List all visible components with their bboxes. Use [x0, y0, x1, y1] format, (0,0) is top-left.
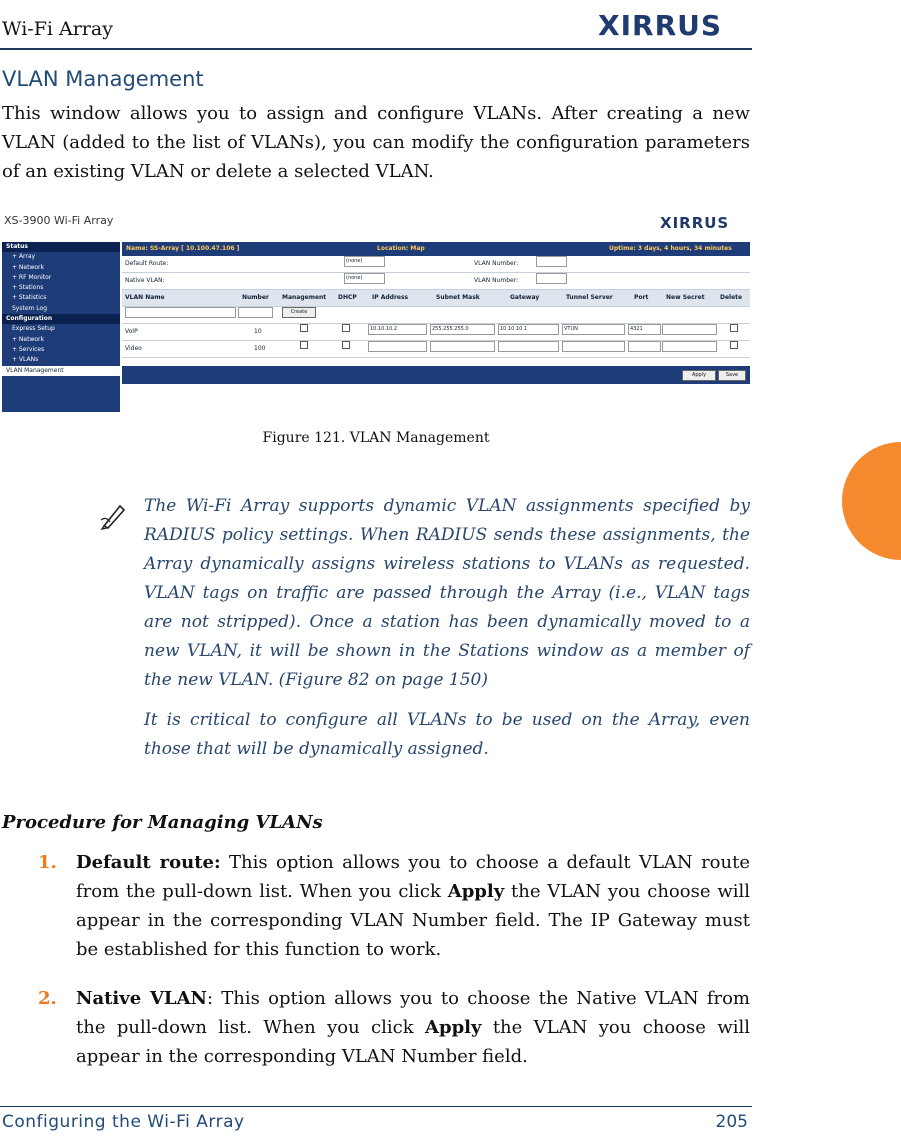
screenshot-sidebar: [2, 242, 120, 412]
column-header: Tunnel Server: [566, 294, 613, 301]
screenshot-status-bar: [122, 242, 750, 256]
native-vlan-row: [122, 273, 750, 290]
vlan-name-cell: Video: [125, 345, 142, 352]
section-heading: VLAN Management: [2, 67, 204, 91]
subnet-mask-input[interactable]: 255.255.255.0: [430, 324, 495, 335]
screenshot-sidebar-item[interactable]: + Stations: [12, 284, 44, 292]
new-vlan-number-input[interactable]: [238, 307, 273, 318]
default-route-vlan-number[interactable]: [536, 256, 567, 267]
step-number: 2.: [38, 988, 57, 1009]
procedure-heading: Procedure for Managing VLANs: [2, 812, 323, 833]
note-box: [144, 492, 750, 775]
ip-address-input[interactable]: [368, 341, 427, 352]
column-header: Gateway: [510, 294, 540, 301]
column-header: New Secret: [666, 294, 705, 301]
step-term: Default route:: [76, 852, 221, 873]
status-location: Location: Map: [377, 245, 425, 252]
new-vlan-row: [122, 307, 750, 324]
native-vlan-label: Native VLAN:: [125, 277, 165, 284]
step-term: Native VLAN: [76, 988, 207, 1009]
running-header-title: Wi-Fi Array: [2, 18, 113, 40]
gateway-input[interactable]: [498, 341, 559, 352]
dhcp-checkbox[interactable]: [342, 324, 350, 332]
column-header: Management: [282, 294, 327, 301]
header-rule: [0, 48, 752, 50]
column-header: DHCP: [338, 294, 357, 301]
delete-checkbox[interactable]: [730, 341, 738, 349]
column-header: Number: [242, 294, 269, 301]
column-header: IP Address: [372, 294, 409, 301]
step-text: This option allows you to choose a default VLAN route from the pull-down list. When you click: [76, 852, 750, 902]
default-route-row: [122, 256, 750, 273]
footer-chapter-title: Configuring the Wi-Fi Array: [2, 1112, 245, 1132]
default-route-label: Default Route:: [125, 260, 169, 267]
dhcp-checkbox[interactable]: [342, 341, 350, 349]
screenshot-sidebar-item[interactable]: + VLANs: [12, 356, 39, 364]
screenshot-app-title: XS-3900 Wi-Fi Array: [4, 214, 114, 227]
delete-checkbox[interactable]: [730, 324, 738, 332]
status-uptime: Uptime: 3 days, 4 hours, 34 minutes: [609, 245, 732, 252]
note-paragraph-2: It is critical to configure all VLANs to be used on the Array, even those that will be dynamically assigned.: [144, 710, 750, 759]
screenshot-sidebar-item[interactable]: Express Setup: [12, 325, 55, 333]
save-button[interactable]: Save: [718, 370, 746, 381]
gateway-input[interactable]: 10.10.10.1: [498, 324, 559, 335]
vlan-row: [122, 324, 750, 341]
port-input[interactable]: 4321: [628, 324, 661, 335]
step-keyword: Apply: [425, 1017, 482, 1038]
note-paragraph-1: The Wi-Fi Array supports dynamic VLAN assignments specified by RADIUS policy settings. When RADIUS sends these assignments, the Array dynamically assigns wireless stations to VLANs as requested. VLAN tags on traffic are passed through the Array (i.e., VLAN tags are not stripped). Once a station has been dynamically moved to a new VLAN, it will be shown in the Stations window as a member of the new VLAN. (Figure 82 on page 150): [144, 496, 750, 690]
vlan-table-body: [122, 324, 750, 358]
column-header: Port: [634, 294, 649, 301]
screenshot-main-panel: [122, 242, 750, 412]
new-secret-input[interactable]: [662, 341, 717, 352]
vlan-number-cell: 100: [254, 345, 266, 352]
xirrus-logo: [598, 10, 748, 40]
screenshot-sidebar-item[interactable]: + RF Monitor: [12, 273, 52, 281]
tunnel-server-input[interactable]: [562, 341, 625, 352]
vlan-table-header: [122, 290, 750, 307]
management-checkbox[interactable]: [300, 324, 308, 332]
native-vlan-number[interactable]: [536, 273, 567, 284]
vlan-row: [122, 341, 750, 358]
intro-paragraph: This window allows you to assign and configure VLANs. After creating a new VLAN (added to the list of VLANs), you can modify the configuration parameters of an existing VLAN or delete a selected VLAN.: [2, 103, 750, 182]
screenshot-title-bar: [2, 204, 750, 240]
column-header: VLAN Name: [125, 294, 165, 301]
vlan-number-cell: 10: [254, 328, 262, 335]
screenshot-logo: XIRRUS: [660, 214, 730, 232]
new-secret-input[interactable]: [662, 324, 717, 335]
screenshot-sidebar-item[interactable]: System Log: [12, 304, 47, 312]
apply-button[interactable]: Apply: [682, 370, 716, 381]
status-name: Name: SS-Array [ 10.100.47.106 ]: [126, 245, 240, 252]
vlan-number-label: VLAN Number:: [474, 260, 519, 267]
screenshot-sidebar-item: Configuration: [2, 314, 120, 324]
step-item: [38, 848, 750, 964]
vlan-number-label-2: VLAN Number:: [474, 277, 519, 284]
column-header: Subnet Mask: [436, 294, 480, 301]
screenshot-action-bar: [122, 366, 750, 384]
screenshot-sidebar-item[interactable]: + Network: [12, 263, 44, 271]
management-checkbox[interactable]: [300, 341, 308, 349]
step-number: 1.: [38, 852, 57, 873]
vlan-management-screenshot: [2, 204, 750, 412]
step-text: : This option allows you to choose the Native VLAN from the pull-down list. When you click: [76, 988, 750, 1038]
ip-address-input[interactable]: 10.10.10.2: [368, 324, 427, 335]
page-number: 205: [715, 1112, 748, 1132]
footer-rule: [0, 1106, 752, 1107]
subnet-mask-input[interactable]: [430, 341, 495, 352]
column-header: Delete: [720, 294, 743, 301]
step-text-2: the VLAN you choose will appear in the corresponding VLAN Number field.: [76, 1017, 751, 1067]
figure-caption: Figure 121. VLAN Management: [262, 430, 490, 446]
port-input[interactable]: [628, 341, 661, 352]
orange-thumb-tab: [842, 442, 901, 560]
svg-text:XIRRUS: XIRRUS: [598, 10, 723, 40]
default-route-select[interactable]: (none): [344, 256, 385, 267]
note-pencil-icon: [100, 500, 126, 530]
procedure-steps: [38, 848, 750, 1091]
step-keyword: Apply: [447, 881, 505, 902]
create-button[interactable]: Create: [282, 307, 316, 318]
new-vlan-name-input[interactable]: [125, 307, 236, 318]
native-vlan-select[interactable]: (none): [344, 273, 385, 284]
step-item: [38, 984, 750, 1071]
screenshot-sidebar-item[interactable]: + Array: [12, 253, 36, 261]
screenshot-sidebar-item[interactable]: + Statistics: [12, 294, 47, 302]
screenshot-sidebar-item[interactable]: + Services: [12, 345, 45, 353]
screenshot-sidebar-item[interactable]: + Network: [12, 335, 44, 343]
screenshot-sidebar-item: Status: [2, 242, 120, 252]
vlan-name-cell: VoIP: [125, 328, 138, 335]
step-text-2: the VLAN you choose will appear in the corresponding VLAN Number field. The IP Gateway must be established for this function to work.: [76, 881, 750, 960]
screenshot-sidebar-item[interactable]: VLAN Management: [2, 366, 120, 376]
tunnel-server-input[interactable]: VTUN: [562, 324, 625, 335]
